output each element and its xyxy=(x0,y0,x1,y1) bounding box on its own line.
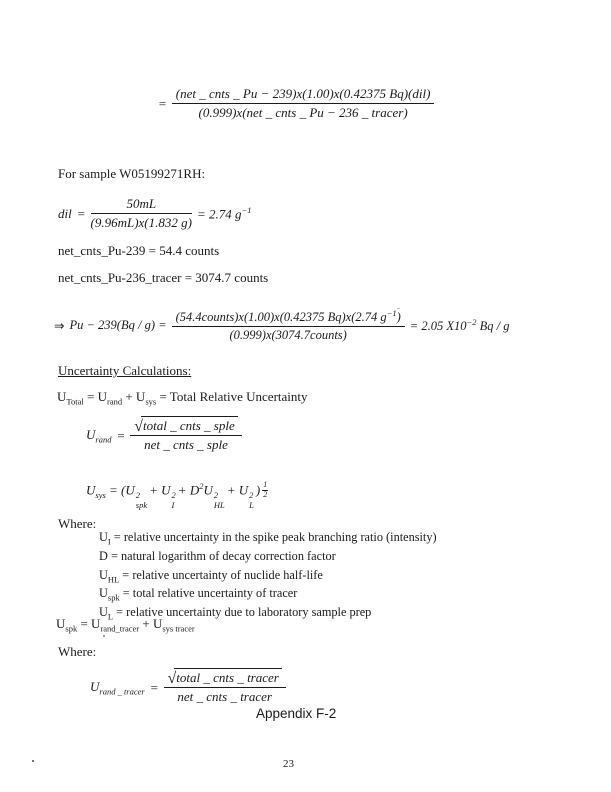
dil-result-exponent: −1 xyxy=(241,204,252,215)
pu239-result-exponent: −2 xyxy=(466,317,477,327)
urand-tracer-radicand: total _ cnts _ tracer xyxy=(174,668,282,685)
definition-uspk: $U_{spk}$ = total relative uncertainty of tracer xyxy=(99,586,298,603)
utotal-line: $U_{Total} = U_{rand} + U_{sys}$ = Total Relative Uncertainty xyxy=(57,389,308,407)
equation-pu239-denominator: (0.999)x(3074.7counts) xyxy=(229,328,347,343)
scan-artifact-dot xyxy=(103,635,105,637)
appendix-label: Appendix F-2 xyxy=(256,706,337,721)
uspk-line: $U_{spk} = U_{rand\_tracer} + U_{sys tracer}$ xyxy=(56,616,195,634)
equation-urand-fraction xyxy=(130,418,242,453)
definition-ul: $U_L$ = relative uncertainty due to laboratory sample prep xyxy=(99,605,372,622)
equation-dil-result: = 2.74 $g^{-1}$ xyxy=(196,204,252,222)
sample-id-line: For sample W05199271RH: xyxy=(58,166,206,181)
equation-pu239-result xyxy=(54,308,509,343)
usys-term-l: 2 L xyxy=(249,490,254,511)
definition-d: D = natural logarithm of decay correction factor xyxy=(99,548,336,563)
uncertainty-heading: Uncertainty Calculations: xyxy=(58,363,192,378)
scan-artifact-smudge xyxy=(397,308,400,309)
usys-term-spk: 2 spk xyxy=(135,490,148,511)
where-label-2: Where: xyxy=(58,644,97,659)
equation-pu239-numerator: (54.4counts)x(1.00)x(0.42375 Bq)x(2.74 $g^{-1}$) xyxy=(172,308,405,327)
definition-list xyxy=(99,530,437,624)
equation-urand-denominator: net _ cnts _ sple xyxy=(144,437,228,452)
utotal-sub: Total xyxy=(66,396,84,407)
equals-sign: = xyxy=(76,205,86,221)
urand-tracer-symbol: $U_{rand \_ tracer}$ xyxy=(90,678,145,697)
equation-urand-tracer-fraction xyxy=(164,670,286,705)
definition-ui: $U_I$ = relative uncertainty in the spike peak branching ratio (intensity) xyxy=(99,530,437,547)
net-counts-pu239-line: net_cnts_Pu-239 = 54.4 counts xyxy=(58,243,220,258)
definition-uhl: $U_{HL}$ = relative uncertainty of nuclide half-life xyxy=(99,567,323,584)
equation-dil-fraction xyxy=(91,196,192,231)
equation-dil-denominator: (9.96mL)x(1.832 g) xyxy=(90,215,192,230)
equation-urand xyxy=(86,418,242,453)
equation-urand-tracer xyxy=(90,670,286,705)
equation-urand-tracer-numerator xyxy=(164,670,286,688)
equation-main-denominator: (0.999)x(net _ cnts _ Pu − 236 _ tracer) xyxy=(198,105,408,120)
usys-term-i: 2 I xyxy=(171,490,176,511)
urand-radicand: total _ cnts _ sple xyxy=(141,416,238,433)
usys-term-hl: 2 HL xyxy=(213,490,225,511)
scan-artifact-dot xyxy=(32,760,34,762)
urand-symbol: $U_{rand}$ xyxy=(86,426,112,445)
equals-sign: = xyxy=(158,95,167,111)
equation-usys: $U_{sys} = (U$ 2 spk + U 2 I + $D^2U$ 2 HL + U 2 L ) $\frac{1}{2}$ xyxy=(86,480,268,511)
d-squared-exponent: 2 xyxy=(199,481,204,491)
where-label-1: Where: xyxy=(58,516,97,531)
equation-dil xyxy=(58,196,252,231)
net-counts-pu236-line: net_cnts_Pu-236_tracer = 3074.7 counts xyxy=(58,270,269,285)
page-number: 23 xyxy=(283,758,294,770)
usys-sub: sys xyxy=(145,396,157,407)
one-half-exponent: $\frac{1}{2}$ xyxy=(263,480,268,500)
equation-pu239-fraction xyxy=(172,308,405,343)
dil-symbol: dil xyxy=(58,205,72,221)
sqrt-sign: √ xyxy=(134,418,144,435)
urand-sub: rand xyxy=(106,396,123,407)
equation-urand-numerator xyxy=(130,418,242,436)
equation-main xyxy=(158,86,434,121)
equation-pu239-result-value: = 2.05 $X10^{-2}$ Bq / g xyxy=(409,317,510,334)
equals-sign: = xyxy=(149,679,159,695)
equation-urand-tracer-denominator: net _ cnts _ tracer xyxy=(177,689,272,704)
equals-sign: = xyxy=(116,427,126,443)
equation-main-fraction xyxy=(172,86,435,121)
equation-main-numerator: (net _ cnts _ Pu − 239)x(1.00)x(0.42375 Bq)(dil) xyxy=(172,86,435,104)
equation-pu239-lhs: Pu − 239(Bq / g) = xyxy=(69,318,167,333)
sqrt-sign: √ xyxy=(167,670,177,687)
equation-dil-numerator: 50mL xyxy=(91,196,192,214)
pu239-numerator-exponent: −1 xyxy=(386,308,397,318)
implies-arrow: ⇒ xyxy=(54,318,65,333)
